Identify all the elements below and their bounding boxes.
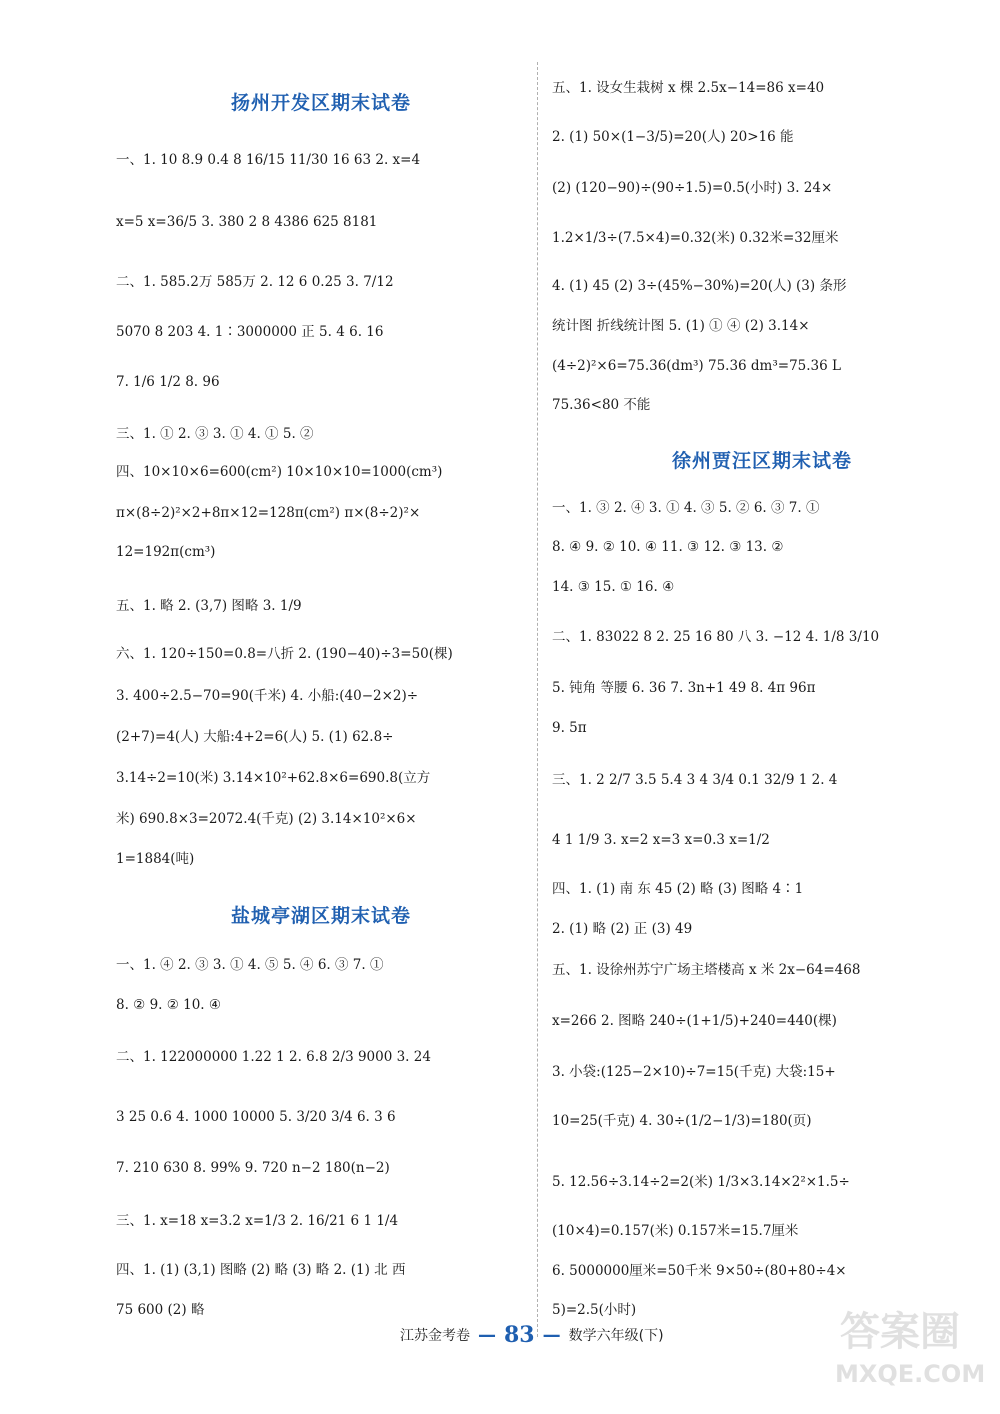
answer-line: 二、1. 585.2万 585万 2. 12 6 0.25 3. 7/12: [116, 274, 394, 290]
answer-line: 75 600 (2) 略: [116, 1302, 205, 1318]
answer-line: 一、1. ③ 2. ④ 3. ① 4. ③ 5. ② 6. ③ 7. ①: [552, 500, 820, 516]
answer-line: 7. 210 630 8. 99% 9. 720 n−2 180(n−2): [116, 1160, 390, 1176]
answer-line: 三、1. ① 2. ③ 3. ① 4. ① 5. ②: [116, 426, 314, 442]
answer-line: 5. 12.56÷3.14÷2=2(米) 1/3×3.14×2²×1.5÷: [552, 1174, 850, 1190]
answer-line: x=266 2. 图略 240÷(1+1/5)+240=440(棵): [552, 1013, 837, 1029]
page-number: 83: [504, 1322, 535, 1348]
section-title-yangzhou: 扬州开发区期末试卷: [230, 92, 411, 114]
answer-line: 3 25 0.6 4. 1000 10000 5. 3/20 3/4 6. 3 6: [116, 1109, 396, 1125]
watermark-text: 答案圈: [840, 1309, 960, 1355]
answer-line: 四、10×10×6=600(cm²) 10×10×10=1000(cm³): [116, 464, 443, 480]
watermark-url: MXQE.COM: [835, 1360, 986, 1388]
answer-line: π×(8÷2)²×2+8π×12=128π(cm²) π×(8÷2)²×: [116, 505, 421, 521]
answer-line: 14. ③ 15. ① 16. ④: [552, 579, 675, 595]
answer-line: 2. (1) 略 (2) 正 (3) 49: [552, 921, 693, 937]
answer-line: 3. 400÷2.5−70=90(千米) 4. 小船:(40−2×2)÷: [116, 688, 419, 704]
answer-line: 12=192π(cm³): [116, 544, 216, 560]
answer-line: 六、1. 120÷150=0.8=八折 2. (190−40)÷3=50(棵): [116, 646, 453, 662]
footer-subject: 数学六年级(下): [568, 1328, 664, 1344]
footer-book-title: 江苏金考卷: [400, 1328, 470, 1344]
answer-line: 四、1. (1) (3,1) 图略 (2) 略 (3) 略 2. (1) 北 西: [116, 1262, 406, 1278]
answer-line: 5. 钝角 等腰 6. 36 7. 3n+1 49 8. 4π 96π: [552, 680, 816, 696]
answer-line: 统计图 折线统计图 5. (1) ① ④ (2) 3.14×: [552, 318, 810, 334]
answer-line: 10=25(千克) 4. 30÷(1/2−1/3)=180(页): [552, 1113, 812, 1129]
answer-line: 75.36<80 不能: [552, 397, 651, 413]
answer-line: 8. ④ 9. ② 10. ④ 11. ③ 12. ③ 13. ②: [552, 539, 784, 555]
answer-line: 一、1. ④ 2. ③ 3. ① 4. ⑤ 5. ④ 6. ③ 7. ①: [116, 957, 384, 973]
answer-line: 3. 小袋:(125−2×10)÷7=15(千克) 大袋:15+: [552, 1064, 836, 1080]
section-title-xuzhou: 徐州贾汪区期末试卷: [671, 450, 852, 472]
answer-line: 5070 8 203 4. 1∶3000000 正 5. 4 6. 16: [116, 324, 384, 340]
answer-line: 1=1884(吨): [116, 851, 195, 867]
column-divider: [537, 62, 538, 1337]
answer-line: x=5 x=36/5 3. 380 2 8 4386 625 8181: [116, 214, 378, 230]
answer-line: 1.2×1/3÷(7.5×4)=0.32(米) 0.32米=32厘米: [552, 230, 839, 246]
answer-line: 9. 5π: [552, 720, 587, 736]
answer-line: 3.14÷2=10(米) 3.14×10²+62.8×6=690.8(立方: [116, 770, 431, 786]
answer-line: 四、1. (1) 南 东 45 (2) 略 (3) 图略 4∶1: [552, 881, 804, 897]
answer-line: 二、1. 83022 8 2. 25 16 80 八 3. −12 4. 1/8 3/10: [552, 629, 880, 645]
answer-line: 4 1 1/9 3. x=2 x=3 x=0.3 x=1/2: [552, 832, 770, 848]
answer-line: (10×4)=0.157(米) 0.157米=15.7厘米: [552, 1223, 799, 1239]
answer-line: 一、1. 10 8.9 0.4 8 16/15 11/30 16 63 2. x=4: [116, 152, 421, 168]
watermark-logo: [830, 1300, 990, 1400]
answer-line: 三、1. 2 2/7 3.5 5.4 3 4 3/4 0.1 32/9 1 2. 4: [552, 772, 838, 788]
footer-dash: —: [478, 1324, 496, 1346]
answer-line: 7. 1/6 1/2 8. 96: [116, 374, 220, 390]
answer-line: (2) (120−90)÷(90÷1.5)=0.5(小时) 3. 24×: [552, 180, 833, 196]
answer-line: 2. (1) 50×(1−3/5)=20(人) 20>16 能: [552, 129, 794, 145]
section-title-yancheng: 盐城亭湖区期末试卷: [230, 905, 411, 927]
answer-line: 五、1. 略 2. (3,7) 图略 3. 1/9: [116, 598, 302, 614]
answer-line: 五、1. 设女生栽树 x 棵 2.5x−14=86 x=40: [552, 80, 825, 96]
answer-line: 4. (1) 45 (2) 3÷(45%−30%)=20(人) (3) 条形: [552, 278, 847, 294]
answer-line: (2+7)=4(人) 大船:4+2=6(人) 5. (1) 62.8÷: [116, 729, 394, 745]
answer-line: 5)=2.5(小时): [552, 1302, 637, 1318]
answer-line: (4÷2)²×6=75.36(dm³) 75.36 dm³=75.36 L: [552, 358, 841, 374]
footer-dash: —: [542, 1324, 561, 1346]
answer-line: 二、1. 122000000 1.22 1 2. 6.8 2/3 9000 3. 24: [116, 1049, 431, 1065]
page-footer: [400, 1322, 820, 1348]
answer-line: 三、1. x=18 x=3.2 x=1/3 2. 16/21 6 1 1/4: [116, 1213, 399, 1229]
answer-line: 米) 690.8×3=2072.4(千克) (2) 3.14×10²×6×: [116, 811, 417, 827]
answer-line: 五、1. 设徐州苏宁广场主塔楼高 x 米 2x−64=468: [552, 962, 861, 978]
answer-line: 8. ② 9. ② 10. ④: [116, 997, 221, 1013]
answer-line: 6. 5000000厘米=50千米 9×50÷(80+80÷4×: [552, 1263, 847, 1279]
